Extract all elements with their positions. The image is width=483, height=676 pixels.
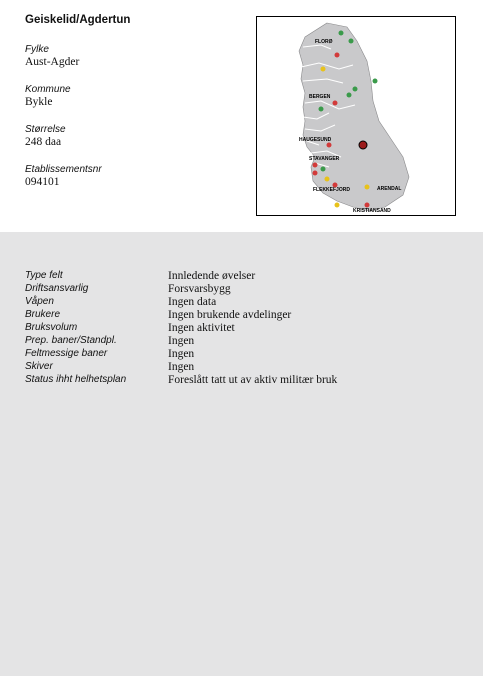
detail-value: Ingen xyxy=(168,334,195,347)
page-title: Geiskelid/Agdertun xyxy=(25,14,131,26)
map-label-arendal: ARENDAL xyxy=(377,186,402,192)
map-label-stavanger: STAVANGER xyxy=(309,156,340,162)
detail-row xyxy=(25,334,337,347)
field-label: Kommune xyxy=(25,84,71,95)
map-label-haugesund: HAUGESUND xyxy=(299,137,332,143)
field-label: Etablissementsnr xyxy=(25,164,102,175)
marker-green xyxy=(319,107,324,112)
marker-highlight xyxy=(359,141,367,149)
detail-label: Prep. baner/Standpl. xyxy=(25,335,117,346)
detail-row xyxy=(25,269,337,282)
marker-yellow xyxy=(335,203,340,208)
marker-red xyxy=(365,203,370,208)
field-label: Størrelse xyxy=(25,124,66,135)
detail-value: Ingen xyxy=(168,347,195,360)
detail-row xyxy=(25,308,337,321)
details-panel xyxy=(0,232,483,676)
detail-label: Bruksvolum xyxy=(25,322,78,333)
detail-value: Foreslått tatt ut av aktiv militær bruk xyxy=(168,373,338,386)
map-graphic xyxy=(257,17,455,215)
marker-red xyxy=(313,171,318,176)
details-table xyxy=(25,269,337,386)
marker-yellow xyxy=(325,177,330,182)
marker-red xyxy=(327,143,332,148)
marker-red xyxy=(335,53,340,58)
detail-value: Ingen brukende avdelinger xyxy=(168,308,292,321)
detail-value: Ingen data xyxy=(168,295,217,308)
marker-green xyxy=(349,39,354,44)
marker-green xyxy=(373,79,378,84)
detail-row xyxy=(25,282,337,295)
detail-label: Skiver xyxy=(25,361,53,372)
marker-yellow xyxy=(365,185,370,190)
detail-label: Status ihht helhetsplan xyxy=(25,374,127,385)
detail-label: Feltmessige baner xyxy=(25,348,108,359)
map-land xyxy=(299,23,409,211)
detail-row xyxy=(25,321,337,334)
detail-label: Type felt xyxy=(25,270,63,281)
detail-value: Ingen xyxy=(168,360,195,373)
marker-green xyxy=(339,31,344,36)
map-label-bergen: BERGEN xyxy=(309,94,331,100)
detail-label: Våpen xyxy=(25,296,54,307)
detail-value: Ingen aktivitet xyxy=(168,321,235,334)
location-map xyxy=(256,16,456,216)
detail-row xyxy=(25,373,337,386)
detail-row xyxy=(25,360,337,373)
map-label-kristiansand: KRISTIANSAND xyxy=(353,208,391,214)
marker-red xyxy=(313,163,318,168)
detail-label: Brukere xyxy=(25,309,61,320)
marker-green xyxy=(353,87,358,92)
marker-red xyxy=(333,101,338,106)
field-value: Aust-Agder xyxy=(25,56,80,68)
field-kommune xyxy=(25,84,71,109)
field-value: 248 daa xyxy=(25,136,62,148)
field-label: Fylke xyxy=(25,44,49,55)
map-label-floro: FLORØ xyxy=(315,39,333,45)
field-fylke xyxy=(25,44,79,69)
marker-green xyxy=(321,167,326,172)
detail-row xyxy=(25,295,337,308)
field-value: 094101 xyxy=(25,176,60,188)
field-storrelse xyxy=(25,124,66,149)
marker-green xyxy=(347,93,352,98)
marker-red xyxy=(333,183,338,188)
detail-row xyxy=(25,347,337,360)
marker-yellow xyxy=(321,67,326,72)
map-label-flekkefjord: FLEKKEFJORD xyxy=(313,187,350,193)
field-etablissementsnr xyxy=(25,164,102,189)
detail-value: Forsvarsbygg xyxy=(168,282,231,295)
field-value: Bykle xyxy=(25,96,53,108)
detail-label: Driftsansvarlig xyxy=(25,283,89,294)
header-panel xyxy=(0,0,483,232)
detail-value: Innledende øvelser xyxy=(168,269,256,282)
